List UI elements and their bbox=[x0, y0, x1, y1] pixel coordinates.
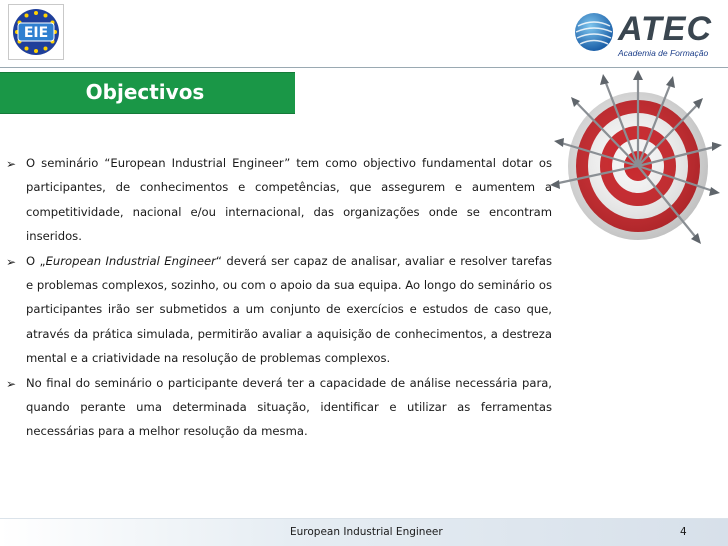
atec-globe-icon bbox=[572, 10, 616, 54]
atec-logo-tagline: Academia de Formação bbox=[618, 48, 709, 58]
bullet-prefix: O „ bbox=[26, 253, 46, 268]
arrow-bullet-icon: ➢ bbox=[6, 157, 17, 171]
page-number: 4 bbox=[680, 526, 687, 538]
title-band bbox=[0, 72, 295, 114]
atec-logo bbox=[572, 8, 722, 60]
bullet-suffix: “ deverá ser capaz de analisar, avaliar e resolver tarefas e problemas complexos, sozinho, ou com o apoio da sua equipa. Ao longo do seminário os participantes irão ser submetidos a um conjunto de exercícios e estudos de caso que, através da prática simulada, permitirão avaliar a aquisição de conhecimentos, a destreza mental e a criatividade na resolução de problemas complexos. bbox=[26, 253, 552, 366]
content-body bbox=[6, 151, 552, 444]
bullet-item-2 bbox=[6, 249, 552, 371]
bullet-text: No final do seminário o participante deverá ter a capacidade de análise necessária para, quando perante uma determinada situação, identificar e utilizar as ferramentas necessárias para a melhor resolução da mesma. bbox=[26, 375, 552, 439]
eie-logo-icon bbox=[9, 5, 63, 59]
bullet-item-1 bbox=[6, 151, 552, 249]
atec-logo-name: ATEC bbox=[618, 10, 713, 48]
arrow-bullet-icon: ➢ bbox=[6, 254, 17, 269]
slide-title: Objectivos bbox=[85, 80, 205, 104]
target-arrows-icon bbox=[540, 62, 728, 262]
footer-title: European Industrial Engineer bbox=[290, 526, 443, 538]
bullet-text: O seminário “European Industrial Engineer” tem como objectivo fundamental dotar os participantes, de conhecimentos e competências, que assegurem e aumentem a competitividade, nacional e/ou internacional, das organizações onde se encontram inseridos. bbox=[26, 156, 552, 244]
bullet-emphasis: European Industrial Engineer bbox=[45, 253, 216, 268]
arrow-bullet-icon: ➢ bbox=[6, 376, 17, 391]
footer bbox=[0, 518, 728, 546]
eie-logo bbox=[8, 4, 64, 60]
eie-logo-text: EIE bbox=[23, 25, 49, 41]
bullet-item-3 bbox=[6, 371, 552, 444]
